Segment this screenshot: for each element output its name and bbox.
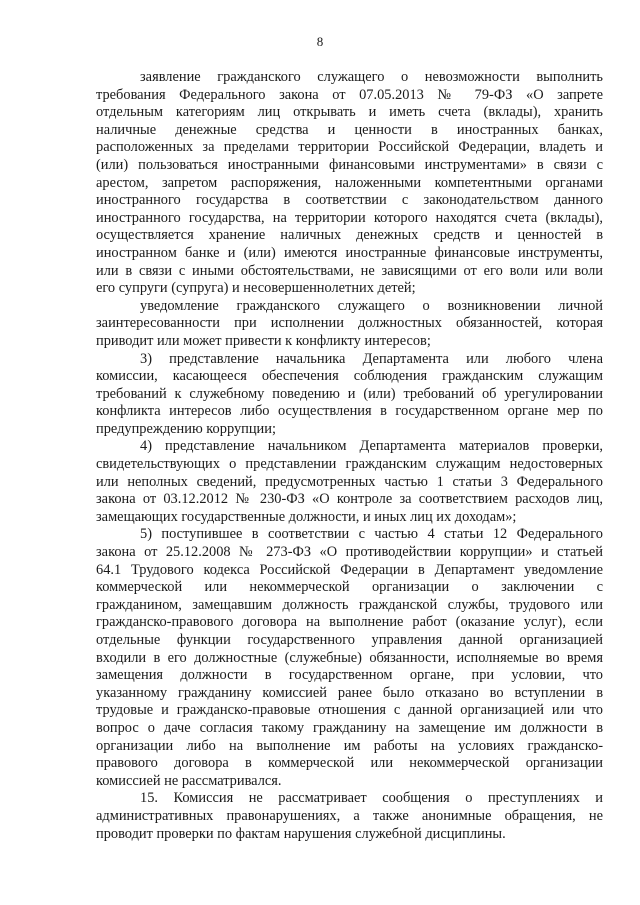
- text-line: комиссии, касающееся обеспечения соблюдения гражданским служащим: [96, 368, 603, 385]
- text-line: предупреждению коррупции;: [96, 420, 276, 437]
- text-line: 4) представление начальником Департамента материалов проверки,: [140, 438, 603, 455]
- text-line: приводит или может привести к конфликту интересов;: [96, 332, 431, 349]
- text-line: закона от 25.12.2008 № 273-ФЗ «О противодействии коррупции» и статьей: [96, 544, 603, 561]
- text-line: его супруги (супруга) и несовершеннолетних детей;: [96, 280, 416, 297]
- text-line: 64.1 Трудового кодекса Российской Федерации в Департамент уведомление: [96, 561, 603, 578]
- text-line: требования Федерального закона от 07.05.2013 № 79-ФЗ «О запрете: [96, 86, 603, 103]
- text-line: арестом, запретом распоряжения, наложенными компетентными органами: [96, 174, 603, 191]
- text-line: отдельные функции государственного управления данной организацией: [96, 632, 603, 648]
- text-line: закона от 03.12.2012 № 230-ФЗ «О контроле за соответствием расходов лиц,: [96, 491, 603, 508]
- text-line: 3) представление начальника Департамента или любого члена: [140, 350, 603, 367]
- paragraph: [96, 69, 603, 298]
- text-line: требований к служебному поведению и (или) требований об урегулировании: [96, 385, 603, 402]
- text-line: (или) пользоваться иностранными финансовыми инструментами» в связи с: [96, 156, 603, 173]
- text-line: или неполных сведений, предусмотренных частью 1 статьи 3 Федерального: [96, 473, 603, 490]
- text-line: уведомление гражданского служащего о возникновении личной: [140, 297, 603, 314]
- text-line: иностранном банке и (или) имеются иностранные финансовые инструменты,: [96, 244, 603, 261]
- text-line: заявление гражданского служащего о невозможности выполнить: [140, 69, 603, 85]
- paragraph: [96, 351, 603, 439]
- text-line: входили в его должностные (служебные) обязанности, исполняемые во время: [96, 649, 603, 666]
- page-number: 8: [316, 34, 324, 49]
- text-line: свидетельствующих о представлении гражданским служащим недостоверных: [96, 456, 603, 473]
- text-line: 5) поступившее в соответствии с частью 4 статьи 12 Федерального: [140, 526, 603, 543]
- text-line: трудовые и гражданско-правовые отношения с данной организацией или что: [96, 702, 603, 719]
- text-line: расположенных за пределами территории Российской Федерации, владеть и: [96, 139, 603, 156]
- text-line: организации либо на выполнение им работы на условиях гражданско-: [96, 737, 603, 754]
- text-line: отдельным категориям лиц открывать и иметь счета (вклады), хранить: [96, 104, 603, 121]
- text-line: или в связи с иными обстоятельствами, не зависящими от его воли или воли: [96, 262, 603, 279]
- paragraph: [96, 298, 603, 351]
- text-line: конфликта интересов либо осуществления в государственном органе мер по: [96, 403, 603, 420]
- text-line: 15. Комиссия не рассматривает сообщения о преступлениях и: [140, 790, 603, 807]
- text-line: коммерческой или некоммерческой организации о заключении с: [96, 579, 603, 596]
- text-line: вопрос о даче согласия такому гражданину на замещение им должности в: [96, 719, 603, 736]
- text-line: указанному гражданину комиссией ранее было отказано во вступлении в: [96, 684, 603, 701]
- text-line: проводит проверки по фактам нарушения служебной дисциплины.: [96, 825, 506, 842]
- text-line: осуществляется хранение наличных денежных средств и ценностей в: [96, 227, 603, 244]
- text-line: гражданско-правового договора на выполнение работ (оказание услуг), если: [96, 614, 603, 631]
- text-line: наличные денежные средства и ценности в иностранных банках,: [96, 121, 603, 138]
- text-line: правового договора в коммерческой или некоммерческой организации: [96, 755, 603, 772]
- paragraph: [96, 438, 603, 526]
- text-line: административных правонарушениях, а также анонимные обращения, не: [96, 807, 603, 824]
- text-line: заинтересованности при исполнении должностных обязанностей, которая: [96, 315, 603, 332]
- text-line: комиссией не рассматривался.: [96, 772, 282, 789]
- text-line: иностранного государства в соответствии с законодательством данного: [96, 192, 603, 209]
- text-line: замещения должности в государственном органе, при условии, что: [96, 667, 603, 684]
- paragraph: [96, 790, 603, 843]
- text-line: иностранного государства, на территории которого находятся счета (вклады),: [96, 209, 603, 226]
- text-line: замещающих государственные должности, и иных лиц их доходам»;: [96, 508, 517, 525]
- paragraph: [96, 526, 603, 790]
- text-line: гражданином, замещавшим должность гражданской службы, трудового или: [96, 596, 603, 613]
- document-text: [96, 69, 603, 843]
